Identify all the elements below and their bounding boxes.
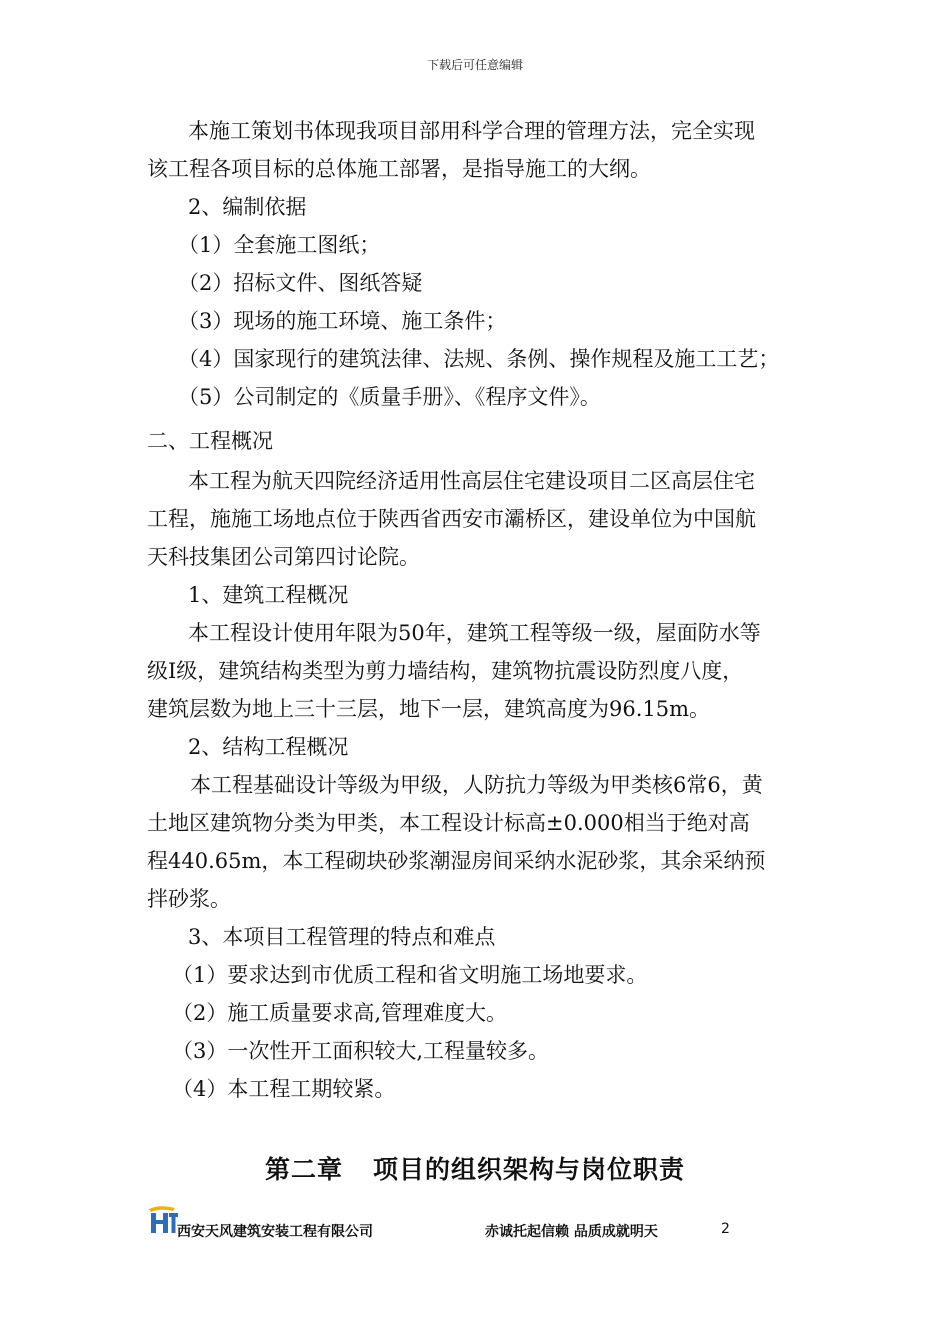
body-line: 本施工策划书体现我项目部用科学合理的管理方法，完全实现 xyxy=(188,119,755,143)
list-item: （4）国家现行的建筑法律、法规、条例、操作规程及施工工艺； xyxy=(178,347,780,371)
body-line: 该工程各项目标的总体施工部署，是指导施工的大纲。 xyxy=(147,157,651,181)
body-line: 天科技集团公司第四讨论院。 xyxy=(147,545,420,569)
body-line: 本工程设计使用年限为50年，建筑工程等级一级，屋面防水等 xyxy=(188,621,761,645)
body-line: 土地区建筑物分类为甲类，本工程设计标高±0.000相当于绝对高 xyxy=(147,811,750,835)
page-header: 下载后可任意编辑 xyxy=(426,58,523,72)
company-logo-icon xyxy=(145,1205,179,1235)
section-heading: 3、本项目工程管理的特点和难点 xyxy=(188,925,496,949)
list-item: （2）招标文件、图纸答疑 xyxy=(178,271,423,295)
section-heading: 二、工程概况 xyxy=(147,429,273,453)
chapter-heading xyxy=(0,1150,950,1186)
chapter-number: 第二章 xyxy=(264,1155,343,1184)
body-line: 拌砂浆。 xyxy=(147,887,231,911)
body-line: 程440.65m，本工程砌块砂浆潮湿房间采纳水泥砂浆，其余采纳预 xyxy=(147,849,766,873)
list-item: （5）公司制定的《质量手册》、《程序文件》。 xyxy=(178,385,601,409)
company-slogan: 赤诚托起信赖 品质成就明天 xyxy=(485,1224,658,1240)
body-line: 工程，施施工场地点位于陕西省西安市灞桥区，建设单位为中国航 xyxy=(147,507,756,531)
page-footer xyxy=(145,1205,785,1245)
page-number: 2 xyxy=(721,1221,730,1237)
body-line: 本工程为航天四院经济适用性高层住宅建设项目二区高层住宅 xyxy=(188,469,755,493)
chapter-title: 项目的组织架构与岗位职责 xyxy=(373,1155,686,1184)
company-name: 西安天风建筑安装工程有限公司 xyxy=(177,1224,373,1240)
body-line: 建筑层数为地上三十三层，地下一层，建筑高度为96.15m。 xyxy=(147,697,711,721)
list-item: （3）现场的施工环境、施工条件； xyxy=(178,309,507,333)
list-item: （4）本工程工期较紧。 xyxy=(172,1077,396,1101)
list-item: （3）一次性开工面积较大,工程量较多。 xyxy=(172,1039,550,1063)
section-heading: 1、建筑工程概况 xyxy=(188,583,349,607)
list-item: （1）全套施工图纸； xyxy=(178,233,381,257)
body-line: 级Ⅰ级，建筑结构类型为剪力墙结构，建筑物抗震设防烈度八度， xyxy=(147,659,744,683)
section-heading: 2、编制依据 xyxy=(188,195,307,219)
list-item: （1）要求达到市优质工程和省文明施工场地要求。 xyxy=(172,963,648,987)
body-line: 本工程基础设计等级为甲级，人防抗力等级为甲类核6常6，黄 xyxy=(190,773,763,797)
list-item: （2）施工质量要求高,管理难度大。 xyxy=(172,1001,508,1025)
section-heading: 2、结构工程概况 xyxy=(188,735,349,759)
